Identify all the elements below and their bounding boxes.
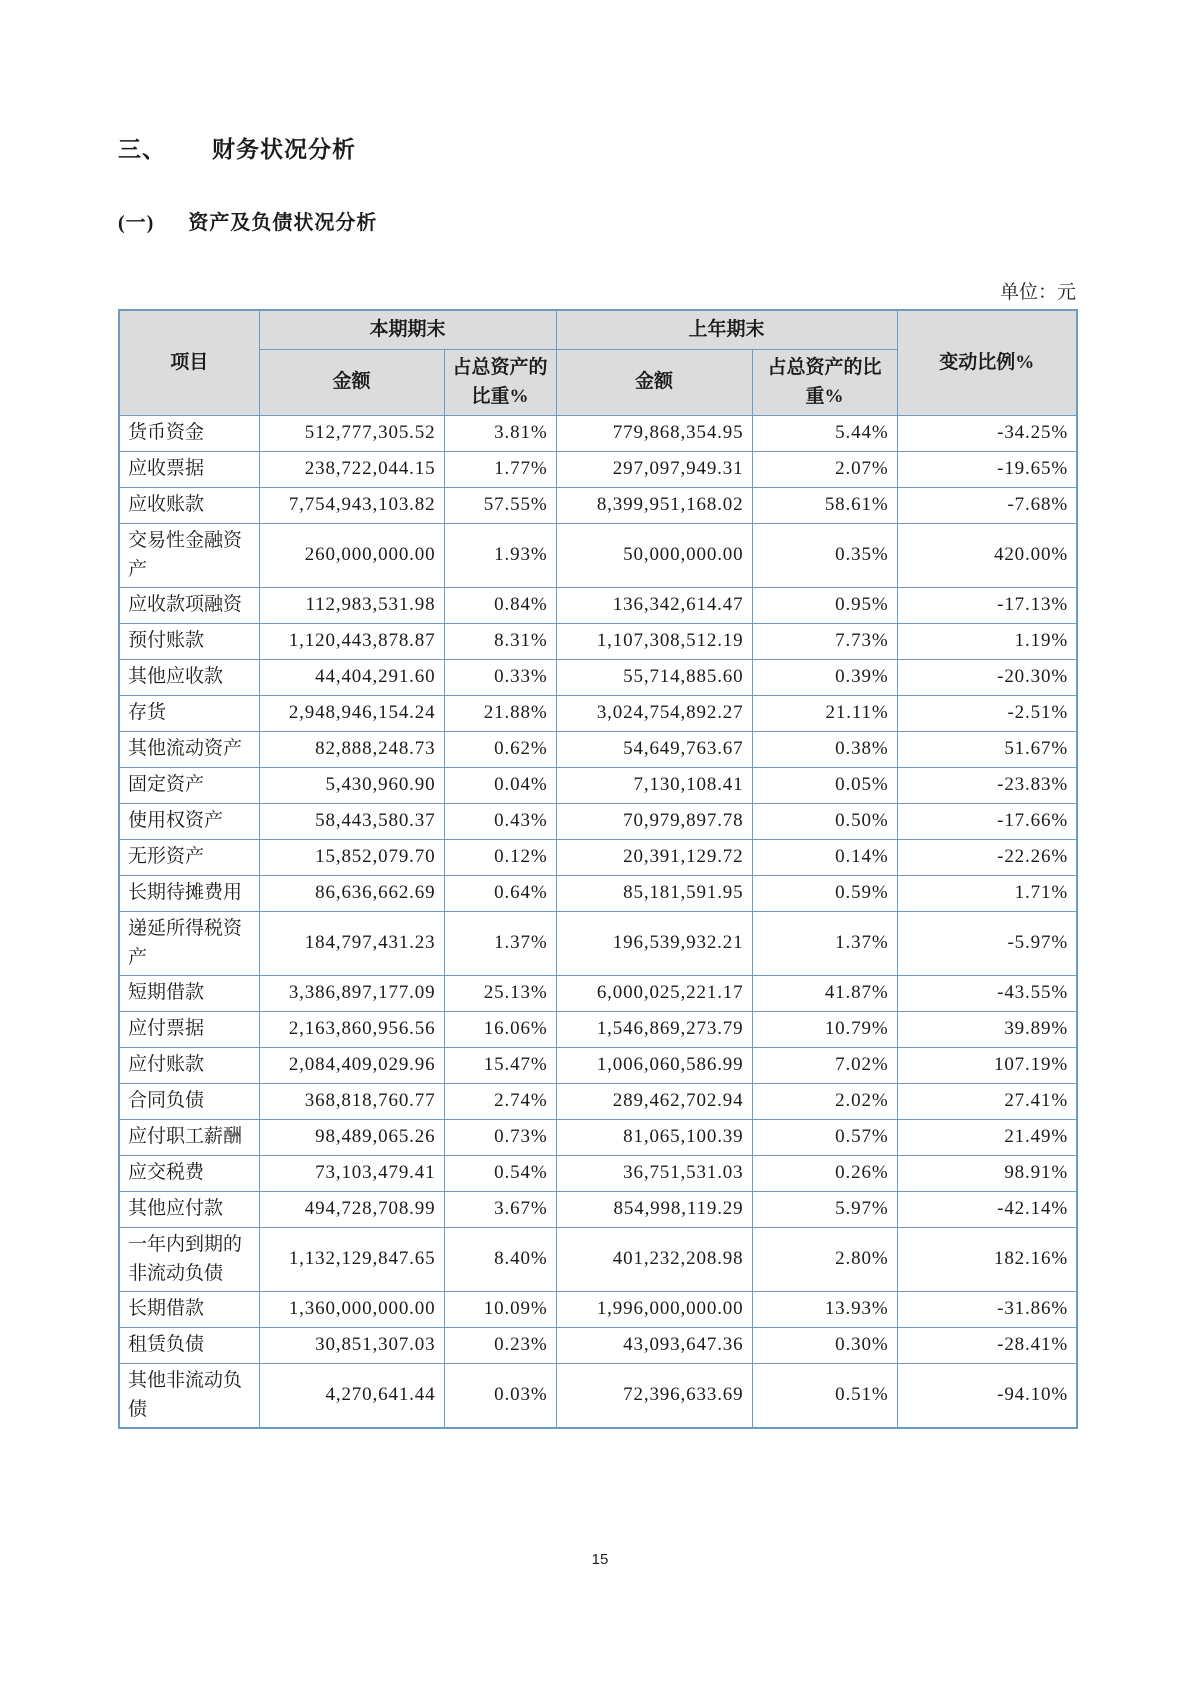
item-name: 无形资产 (119, 840, 259, 876)
prior-amount: 779,868,354.95 (556, 416, 752, 452)
page-content (118, 0, 1076, 1429)
prior-percent: 7.73% (752, 624, 897, 660)
subsection-number: (一) (118, 212, 155, 234)
current-percent: 0.03% (444, 1364, 556, 1429)
current-percent: 3.81% (444, 416, 556, 452)
item-name: 递延所得税资产 (119, 912, 259, 976)
current-percent: 0.73% (444, 1120, 556, 1156)
current-percent: 0.04% (444, 768, 556, 804)
prior-amount: 1,996,000,000.00 (556, 1292, 752, 1328)
change-ratio: 98.91% (897, 1156, 1077, 1192)
current-amount: 4,270,641.44 (259, 1364, 444, 1429)
table-row (119, 1156, 1077, 1192)
subsection-heading (118, 206, 1076, 235)
change-ratio: 1.19% (897, 624, 1077, 660)
prior-amount: 401,232,208.98 (556, 1228, 752, 1292)
header-change-ratio: 变动比例% (897, 310, 1077, 416)
prior-percent: 41.87% (752, 976, 897, 1012)
item-name: 其他流动资产 (119, 732, 259, 768)
current-amount: 1,132,129,847.65 (259, 1228, 444, 1292)
prior-percent: 0.57% (752, 1120, 897, 1156)
item-name: 长期借款 (119, 1292, 259, 1328)
header-item: 项目 (119, 310, 259, 416)
current-amount: 82,888,248.73 (259, 732, 444, 768)
prior-percent: 0.38% (752, 732, 897, 768)
table-row (119, 876, 1077, 912)
item-name: 应付账款 (119, 1048, 259, 1084)
change-ratio: -19.65% (897, 452, 1077, 488)
current-percent: 1.77% (444, 452, 556, 488)
table-row (119, 488, 1077, 524)
item-name: 短期借款 (119, 976, 259, 1012)
change-ratio: 1.71% (897, 876, 1077, 912)
prior-amount: 196,539,932.21 (556, 912, 752, 976)
prior-amount: 297,097,949.31 (556, 452, 752, 488)
prior-percent: 1.37% (752, 912, 897, 976)
current-percent: 0.84% (444, 588, 556, 624)
item-name: 交易性金融资产 (119, 524, 259, 588)
page-number: 15 (591, 1551, 609, 1568)
header-current-pct: 占总资产的比重% (444, 350, 556, 416)
current-percent: 0.43% (444, 804, 556, 840)
prior-percent: 0.30% (752, 1328, 897, 1364)
change-ratio: 51.67% (897, 732, 1077, 768)
current-amount: 368,818,760.77 (259, 1084, 444, 1120)
prior-amount: 7,130,108.41 (556, 768, 752, 804)
change-ratio: -23.83% (897, 768, 1077, 804)
change-ratio: -42.14% (897, 1192, 1077, 1228)
prior-percent: 0.05% (752, 768, 897, 804)
current-percent: 0.54% (444, 1156, 556, 1192)
prior-amount: 136,342,614.47 (556, 588, 752, 624)
prior-percent: 7.02% (752, 1048, 897, 1084)
prior-percent: 0.59% (752, 876, 897, 912)
prior-percent: 13.93% (752, 1292, 897, 1328)
prior-amount: 81,065,100.39 (556, 1120, 752, 1156)
prior-percent: 2.80% (752, 1228, 897, 1292)
prior-amount: 6,000,025,221.17 (556, 976, 752, 1012)
current-amount: 2,163,860,956.56 (259, 1012, 444, 1048)
table-row (119, 1084, 1077, 1120)
current-percent: 8.40% (444, 1228, 556, 1292)
prior-amount: 50,000,000.00 (556, 524, 752, 588)
current-amount: 260,000,000.00 (259, 524, 444, 588)
change-ratio: -43.55% (897, 976, 1077, 1012)
current-amount: 73,103,479.41 (259, 1156, 444, 1192)
current-amount: 5,430,960.90 (259, 768, 444, 804)
current-percent: 57.55% (444, 488, 556, 524)
prior-percent: 0.95% (752, 588, 897, 624)
table-row (119, 1364, 1077, 1429)
table-row (119, 452, 1077, 488)
prior-percent: 0.14% (752, 840, 897, 876)
change-ratio: -20.30% (897, 660, 1077, 696)
item-name: 应付职工薪酬 (119, 1120, 259, 1156)
subsection-title: 资产及负债状况分析 (188, 212, 378, 234)
current-amount: 2,948,946,154.24 (259, 696, 444, 732)
current-percent: 16.06% (444, 1012, 556, 1048)
current-amount: 7,754,943,103.82 (259, 488, 444, 524)
item-name: 合同负债 (119, 1084, 259, 1120)
current-amount: 494,728,708.99 (259, 1192, 444, 1228)
current-amount: 86,636,662.69 (259, 876, 444, 912)
table-row (119, 1292, 1077, 1328)
prior-percent: 21.11% (752, 696, 897, 732)
prior-amount: 85,181,591.95 (556, 876, 752, 912)
table-header (119, 310, 1077, 416)
current-percent: 0.33% (444, 660, 556, 696)
prior-percent: 0.26% (752, 1156, 897, 1192)
item-name: 应收账款 (119, 488, 259, 524)
item-name: 其他应付款 (119, 1192, 259, 1228)
prior-amount: 1,546,869,273.79 (556, 1012, 752, 1048)
current-amount: 1,360,000,000.00 (259, 1292, 444, 1328)
table-row (119, 1012, 1077, 1048)
table-row (119, 1228, 1077, 1292)
table-row (119, 1328, 1077, 1364)
table-row (119, 624, 1077, 660)
prior-amount: 43,093,647.36 (556, 1328, 752, 1364)
item-name: 使用权资产 (119, 804, 259, 840)
prior-amount: 55,714,885.60 (556, 660, 752, 696)
current-percent: 0.23% (444, 1328, 556, 1364)
prior-percent: 0.35% (752, 524, 897, 588)
prior-percent: 5.97% (752, 1192, 897, 1228)
item-name: 长期待摊费用 (119, 876, 259, 912)
item-name: 固定资产 (119, 768, 259, 804)
current-percent: 3.67% (444, 1192, 556, 1228)
prior-percent: 0.51% (752, 1364, 897, 1429)
item-name: 应收票据 (119, 452, 259, 488)
table-row (119, 912, 1077, 976)
change-ratio: -28.41% (897, 1328, 1077, 1364)
change-ratio: -22.26% (897, 840, 1077, 876)
prior-amount: 1,006,060,586.99 (556, 1048, 752, 1084)
current-amount: 1,120,443,878.87 (259, 624, 444, 660)
item-name: 货币资金 (119, 416, 259, 452)
prior-amount: 854,998,119.29 (556, 1192, 752, 1228)
current-amount: 15,852,079.70 (259, 840, 444, 876)
current-amount: 98,489,065.26 (259, 1120, 444, 1156)
table-row (119, 1192, 1077, 1228)
prior-percent: 0.50% (752, 804, 897, 840)
header-prior-amount: 金额 (556, 350, 752, 416)
change-ratio: 420.00% (897, 524, 1077, 588)
table-row (119, 1120, 1077, 1156)
table-row (119, 696, 1077, 732)
change-ratio: -31.86% (897, 1292, 1077, 1328)
header-prior-pct: 占总资产的比重% (752, 350, 897, 416)
table-row (119, 976, 1077, 1012)
prior-amount: 72,396,633.69 (556, 1364, 752, 1429)
current-amount: 3,386,897,177.09 (259, 976, 444, 1012)
header-current-amount: 金额 (259, 350, 444, 416)
change-ratio: -5.97% (897, 912, 1077, 976)
prior-percent: 58.61% (752, 488, 897, 524)
change-ratio: 107.19% (897, 1048, 1077, 1084)
change-ratio: -2.51% (897, 696, 1077, 732)
item-name: 应收款项融资 (119, 588, 259, 624)
table-body (119, 416, 1077, 1429)
change-ratio: 39.89% (897, 1012, 1077, 1048)
item-name: 应付票据 (119, 1012, 259, 1048)
table-row (119, 588, 1077, 624)
current-amount: 44,404,291.60 (259, 660, 444, 696)
change-ratio: 21.49% (897, 1120, 1077, 1156)
financial-table (118, 309, 1078, 1429)
prior-percent: 10.79% (752, 1012, 897, 1048)
header-prior-period: 上年期末 (556, 310, 897, 350)
prior-amount: 54,649,763.67 (556, 732, 752, 768)
current-percent: 0.12% (444, 840, 556, 876)
current-percent: 0.64% (444, 876, 556, 912)
current-percent: 10.09% (444, 1292, 556, 1328)
item-name: 其他应收款 (119, 660, 259, 696)
current-amount: 512,777,305.52 (259, 416, 444, 452)
prior-amount: 3,024,754,892.27 (556, 696, 752, 732)
item-name: 存货 (119, 696, 259, 732)
current-amount: 184,797,431.23 (259, 912, 444, 976)
prior-percent: 2.07% (752, 452, 897, 488)
header-current-period: 本期期末 (259, 310, 556, 350)
current-percent: 0.62% (444, 732, 556, 768)
table-row (119, 768, 1077, 804)
table-row (119, 732, 1077, 768)
table-row (119, 660, 1077, 696)
table-row (119, 1048, 1077, 1084)
table-row (119, 804, 1077, 840)
item-name: 一年内到期的非流动负债 (119, 1228, 259, 1292)
current-percent: 2.74% (444, 1084, 556, 1120)
change-ratio: 27.41% (897, 1084, 1077, 1120)
current-percent: 15.47% (444, 1048, 556, 1084)
prior-amount: 1,107,308,512.19 (556, 624, 752, 660)
section-heading (118, 131, 1076, 164)
prior-amount: 70,979,897.78 (556, 804, 752, 840)
item-name: 预付账款 (119, 624, 259, 660)
change-ratio: 182.16% (897, 1228, 1077, 1292)
current-percent: 8.31% (444, 624, 556, 660)
change-ratio: -94.10% (897, 1364, 1077, 1429)
prior-percent: 2.02% (752, 1084, 897, 1120)
current-amount: 2,084,409,029.96 (259, 1048, 444, 1084)
item-name: 租赁负债 (119, 1328, 259, 1364)
prior-amount: 8,399,951,168.02 (556, 488, 752, 524)
change-ratio: -17.66% (897, 804, 1077, 840)
item-name: 应交税费 (119, 1156, 259, 1192)
current-percent: 1.37% (444, 912, 556, 976)
change-ratio: -34.25% (897, 416, 1077, 452)
unit-label: 单位：元 (999, 282, 1076, 303)
prior-percent: 5.44% (752, 416, 897, 452)
table-row (119, 840, 1077, 876)
prior-amount: 20,391,129.72 (556, 840, 752, 876)
change-ratio: -17.13% (897, 588, 1077, 624)
prior-percent: 0.39% (752, 660, 897, 696)
item-name: 其他非流动负债 (119, 1364, 259, 1429)
change-ratio: -7.68% (897, 488, 1077, 524)
current-percent: 1.93% (444, 524, 556, 588)
prior-amount: 36,751,531.03 (556, 1156, 752, 1192)
current-amount: 238,722,044.15 (259, 452, 444, 488)
current-percent: 21.88% (444, 696, 556, 732)
table-row (119, 416, 1077, 452)
table-row (119, 524, 1077, 588)
section-title: 财务状况分析 (212, 137, 356, 162)
prior-amount: 289,462,702.94 (556, 1084, 752, 1120)
current-amount: 112,983,531.98 (259, 588, 444, 624)
section-number: 三、 (118, 137, 166, 162)
current-amount: 58,443,580.37 (259, 804, 444, 840)
current-amount: 30,851,307.03 (259, 1328, 444, 1364)
current-percent: 25.13% (444, 976, 556, 1012)
